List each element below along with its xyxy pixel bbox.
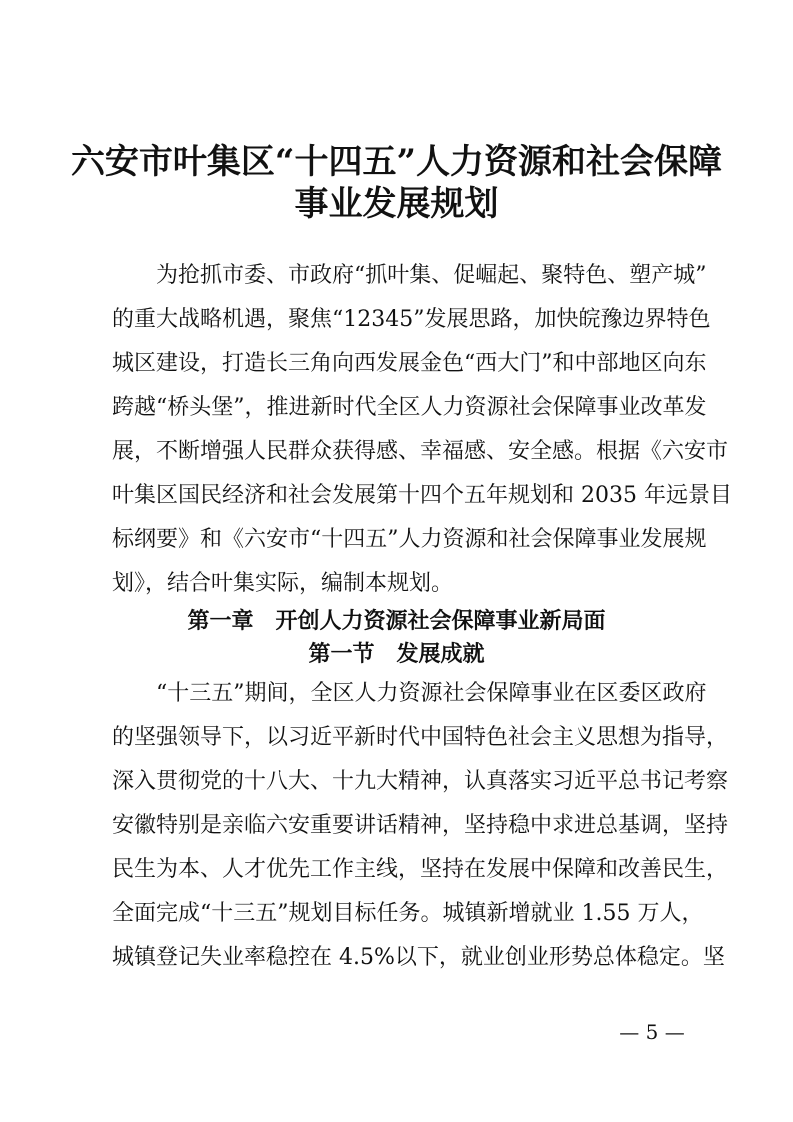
document-title-line-1: 六安市叶集区“十四五”人力资源和社会保障 (70, 142, 723, 182)
intro-line: 的重大战略机遇，聚焦“12345”发展思路，加快皖豫边界特色 (112, 307, 711, 332)
intro-line: 城区建设，打造长三角向西发展金色“西大门”和中部地区向东 (112, 351, 707, 376)
body-line: 民生为本、人才优先工作主线，坚持在发展中保障和改善民生， (112, 857, 729, 882)
body-line: 的坚强领导下，以习近平新时代中国特色社会主义思想为指导， (112, 725, 729, 750)
body-line: 安徽特别是亲临六安重要讲话精神，坚持稳中求进总基调，坚持 (112, 813, 729, 838)
intro-line: 划》，结合叶集实际，编制本规划。 (112, 571, 454, 596)
intro-line: 跨越“桥头堡”，推进新时代全区人力资源社会保障事业改革发 (112, 395, 707, 420)
body-line: “十三五”期间，全区人力资源社会保障事业在区委区政府 (156, 681, 707, 706)
chapter-heading: 第一章 开创人力资源社会保障事业新局面 (187, 609, 606, 634)
intro-line: 标纲要》和《六安市“十四五”人力资源和社会保障事业发展规 (112, 527, 707, 552)
body-line: 深入贯彻党的十八大、十九大精神，认真落实习近平总书记考察 (112, 769, 729, 794)
page-number: — 5 — (619, 1020, 685, 1044)
intro-line: 为抢抓市委、市政府“抓叶集、促崛起、聚特色、塑产城” (156, 263, 707, 288)
body-line: 全面完成“十三五”规划目标任务。城镇新增就业 1.55 万人， (112, 901, 704, 926)
section-heading: 第一节 发展成就 (308, 641, 485, 667)
document-title-line-2: 事业发展规划 (294, 184, 499, 224)
intro-line: 展，不断增强人民群众获得感、幸福感、安全感。根据《六安市 (112, 439, 729, 464)
body-line: 城镇登记失业率稳控在 4.5%以下，就业创业形势总体稳定。坚 (112, 945, 725, 970)
intro-line: 叶集区国民经济和社会发展第十四个五年规划和 2035 年远景目 (112, 483, 732, 508)
